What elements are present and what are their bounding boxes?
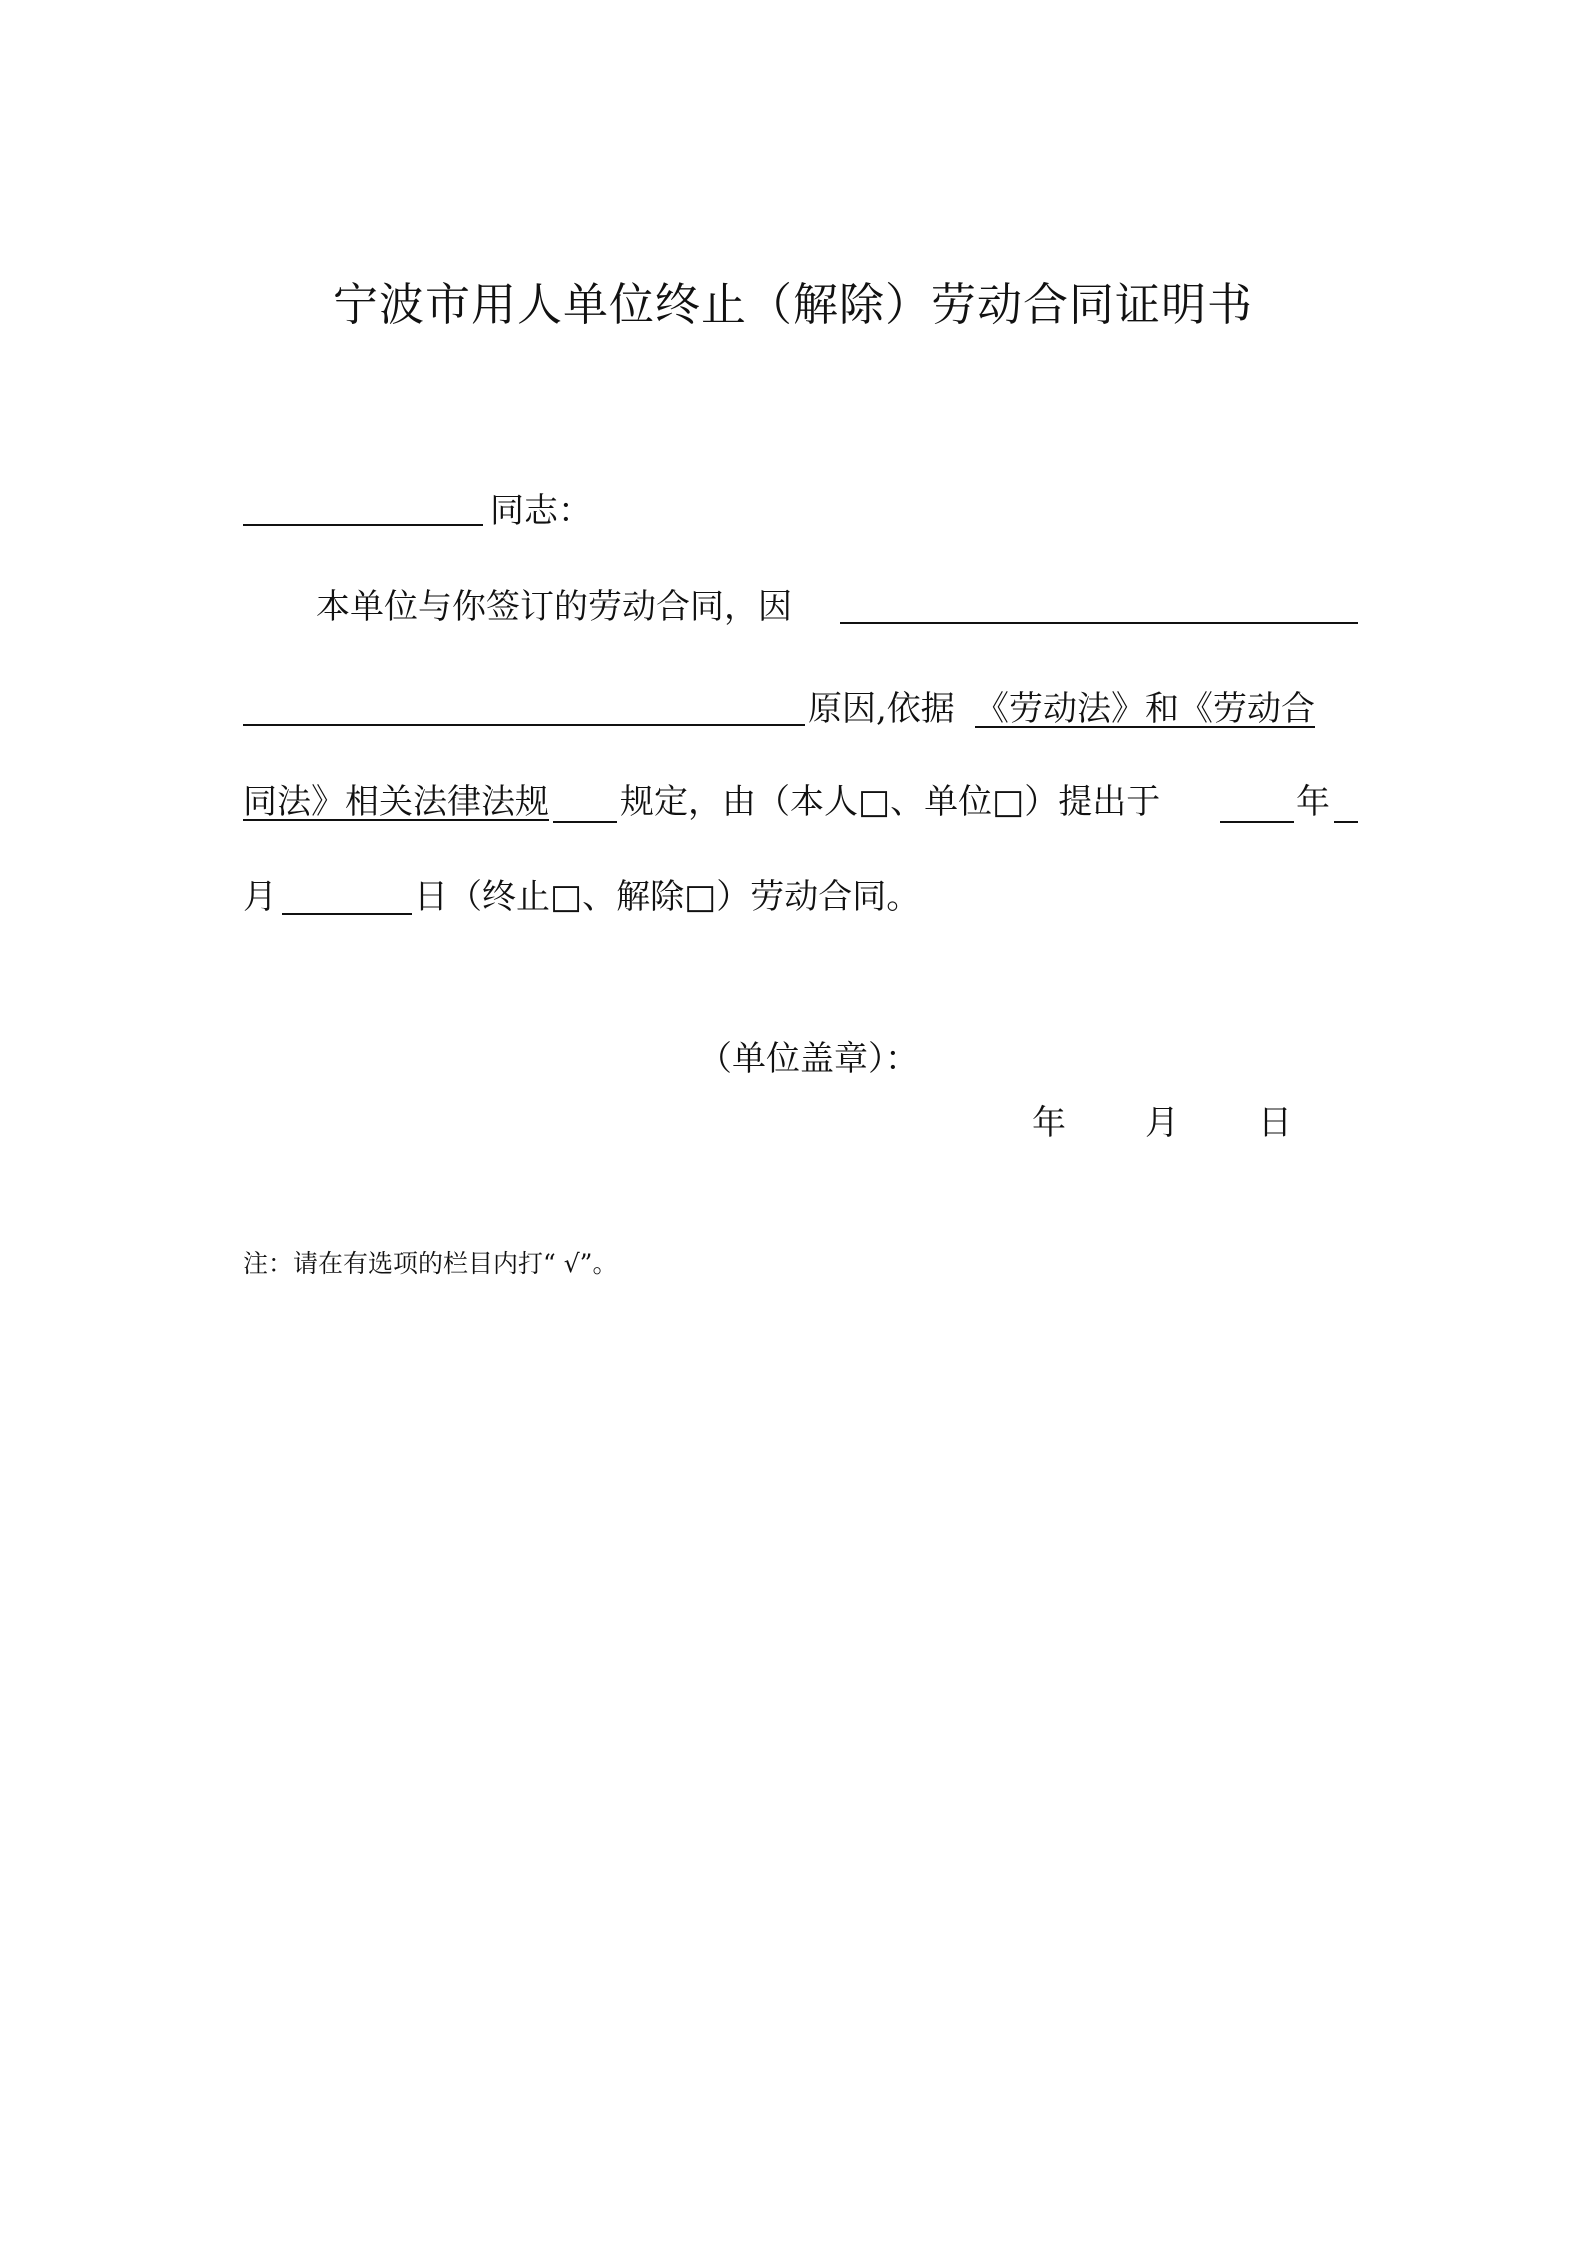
body-line4: 日（终止□、解除□）劳动合同。 (414, 877, 921, 917)
month-label: 月 (243, 877, 277, 917)
year-blank[interactable] (1220, 821, 1294, 823)
document-title: 宁波市用人单位终止（解除）劳动合同证明书 (332, 278, 1253, 331)
name-blank[interactable] (243, 524, 483, 526)
seal-label: （单位盖章）： (698, 1039, 919, 1079)
sign-month: 月 (1145, 1103, 1179, 1143)
sign-year: 年 (1032, 1103, 1066, 1143)
reason-blank-2[interactable] (243, 724, 805, 726)
month-day-blank[interactable] (282, 913, 412, 915)
footnote: 注：请在有选项的栏目内打“ √”。 (243, 1249, 618, 1278)
month-blank-start[interactable] (1334, 821, 1358, 823)
year-label: 年 (1296, 782, 1330, 822)
salutation-suffix: 同志： (490, 491, 592, 531)
law-reference-2: 同法》相关法律法规 (243, 782, 549, 822)
body-line2: 原因,依据 (808, 689, 955, 729)
law-tail-blank (553, 821, 617, 823)
sign-day: 日 (1258, 1103, 1292, 1143)
reason-blank-1[interactable] (840, 622, 1358, 624)
body-line3: 规定，由（本人□、单位□）提出于 (620, 782, 1161, 822)
law-reference-1: 《劳动法》和《劳动合 (975, 689, 1315, 729)
body-line1: 本单位与你签订的劳动合同，因 (316, 587, 792, 627)
